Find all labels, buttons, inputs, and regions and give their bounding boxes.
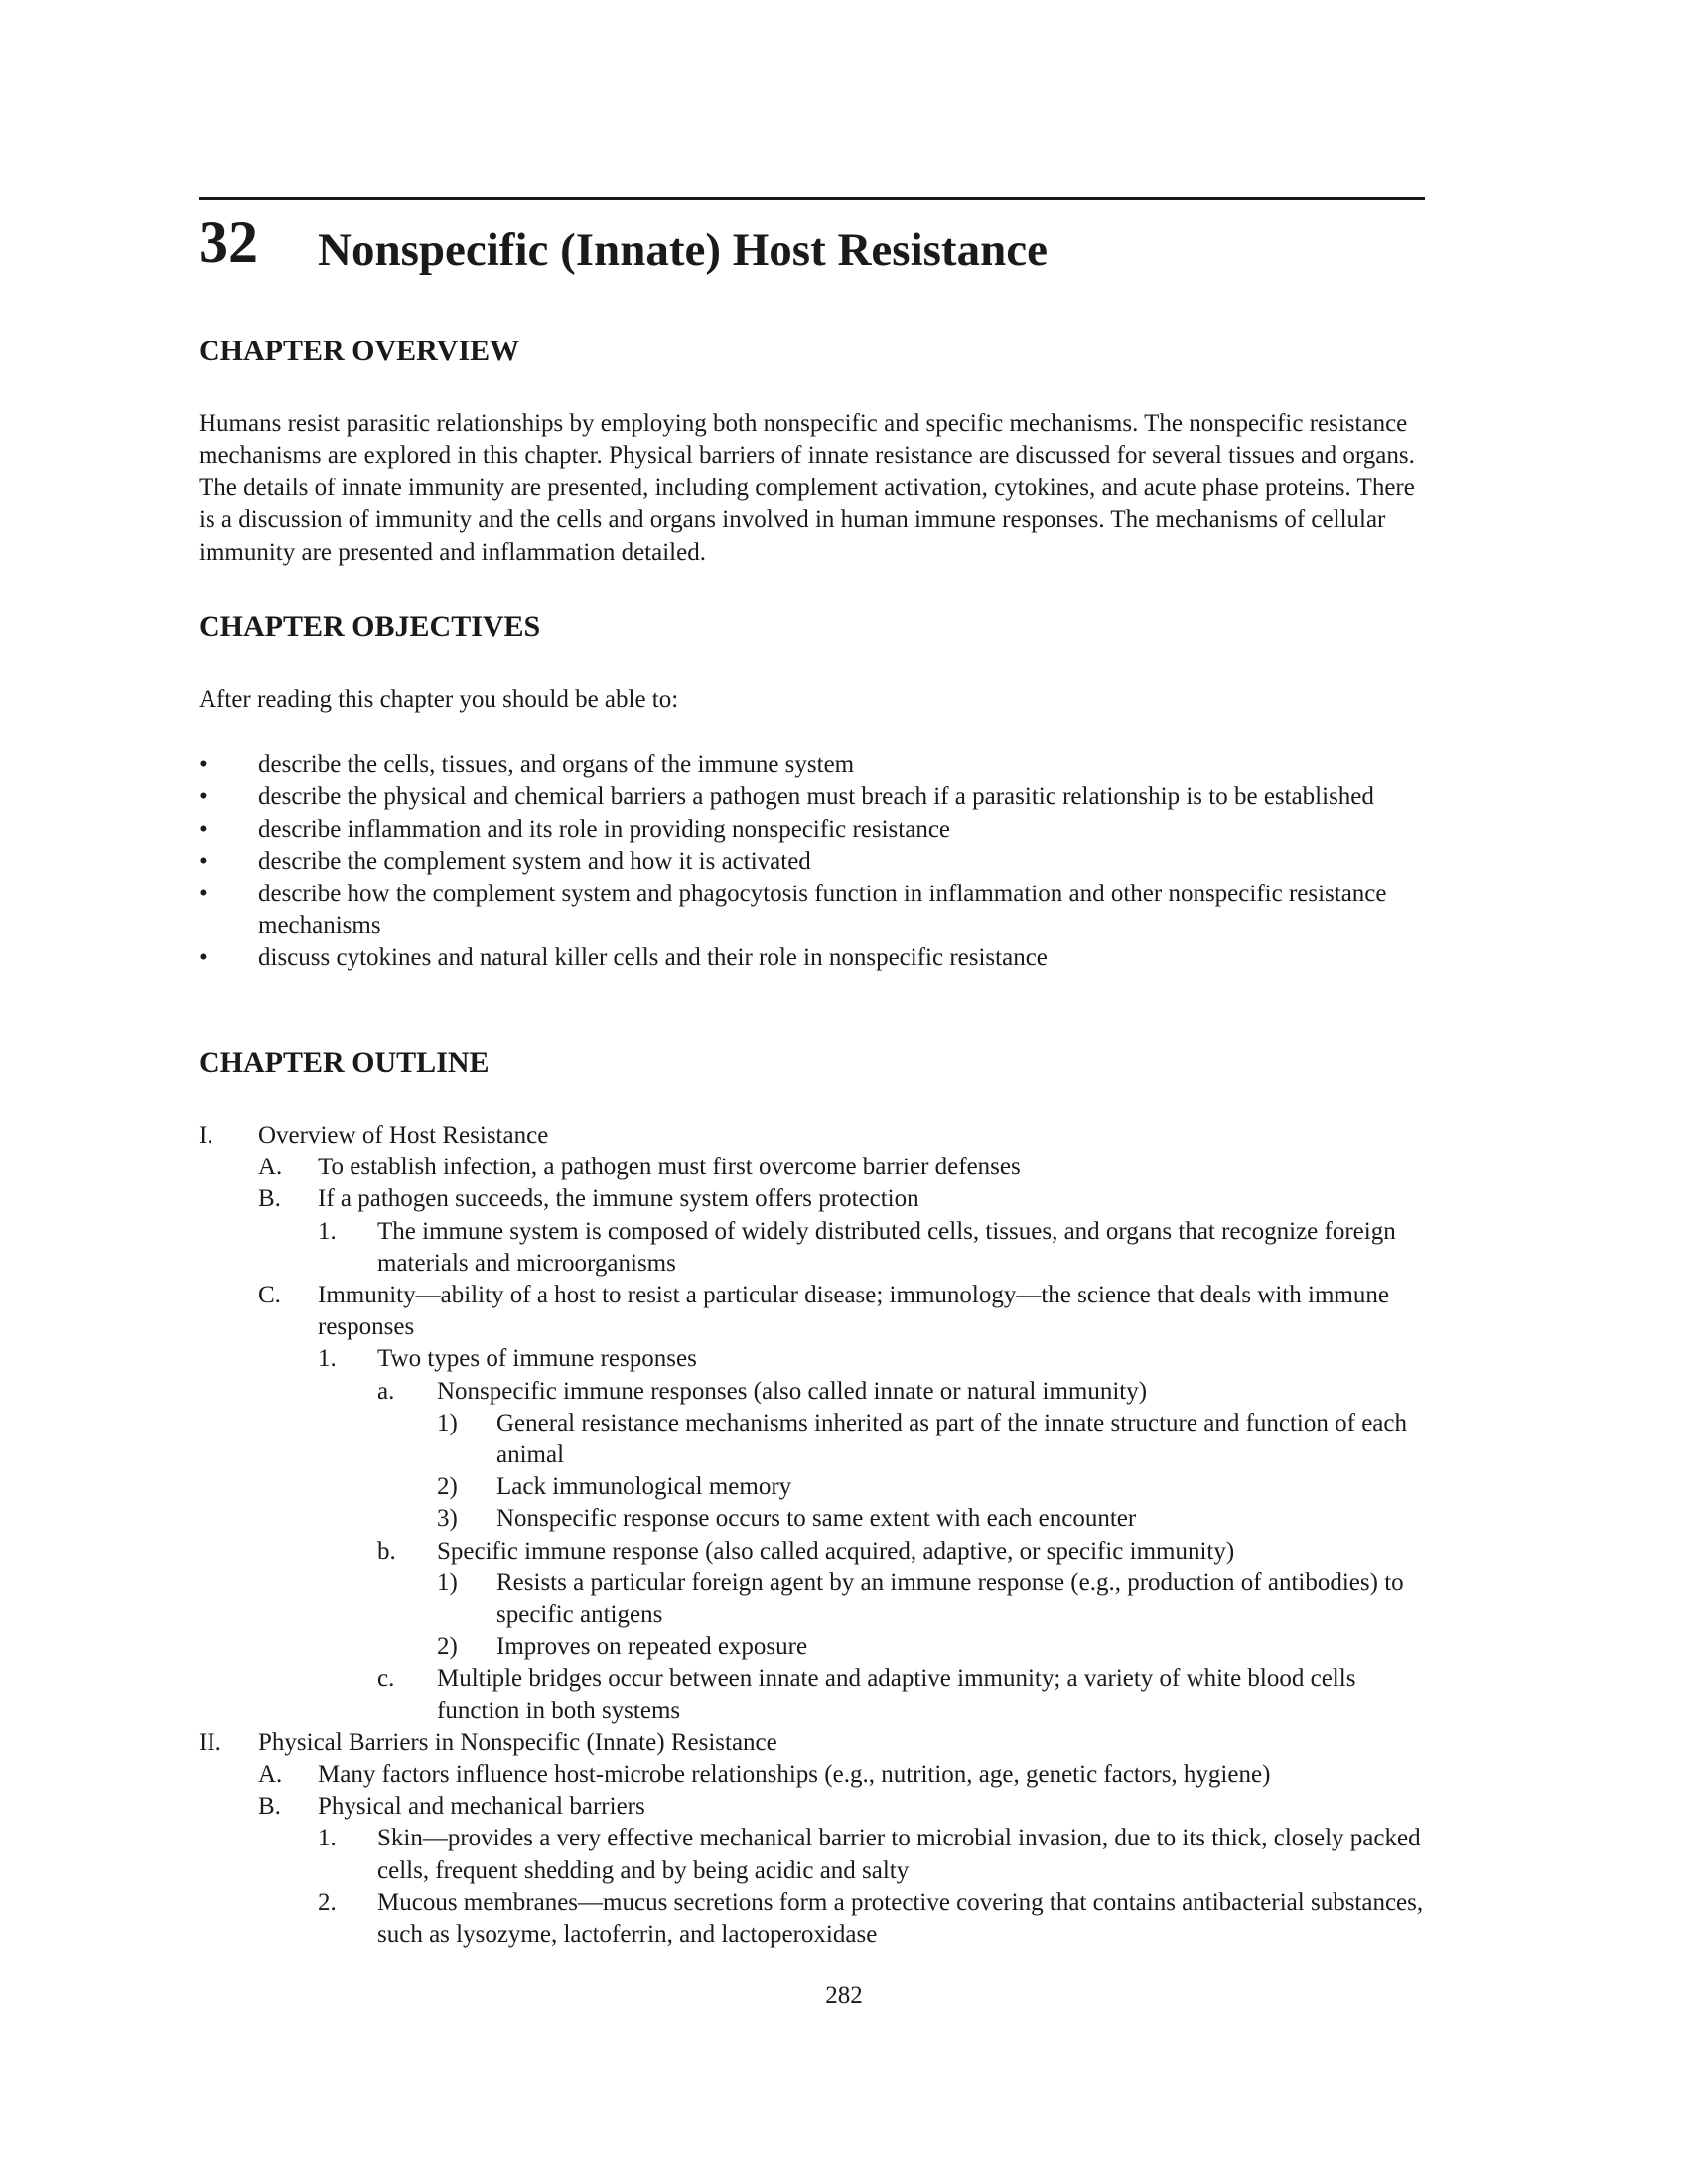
objective-text: describe the complement system and how it is activated xyxy=(258,848,811,876)
outline-item xyxy=(199,1343,1430,1375)
outline-text: Physical Barriers in Nonspecific (Innate) Resistance xyxy=(258,1728,777,1756)
outline-text: General resistance mechanisms inherited as part of the innate structure and function of each animal xyxy=(496,1409,1407,1469)
outline-item xyxy=(199,1183,1430,1215)
outline-text: Improves on repeated exposure xyxy=(496,1633,808,1661)
bullet-marker: • xyxy=(199,783,208,811)
outline-text: Nonspecific response occurs to same extent with each encounter xyxy=(496,1505,1137,1533)
outline-marker: 3) xyxy=(437,1505,458,1533)
objective-item xyxy=(199,846,1430,878)
outline-text: Nonspecific immune responses (also called innate or natural immunity) xyxy=(437,1377,1148,1405)
objective-text: discuss cytokines and natural killer cells and their role in nonspecific resistance xyxy=(258,944,1048,972)
objective-item xyxy=(199,879,1430,943)
outline-text: Skin—provides a very effective mechanical barrier to microbial invasion, due to its thick, closely packed cells, frequent shedding and by being acidic and salty xyxy=(377,1825,1421,1884)
outline-marker: a. xyxy=(377,1377,395,1405)
outline-marker: B. xyxy=(258,1793,281,1821)
outline-text: Mucous membranes—mucus secretions form a protective covering that contains antibacterial substances, such as lysozyme, lactoferrin, and lactoperoxidase xyxy=(377,1888,1424,1949)
chapter-number: 32 xyxy=(199,209,258,275)
outline-item xyxy=(199,1376,1430,1408)
bullet-marker: • xyxy=(199,815,208,843)
outline-marker: 1) xyxy=(437,1409,458,1436)
objective-text: describe how the complement system and phagocytosis function in inflammation and other nonspecific resistance mechanisms xyxy=(258,880,1387,940)
outline-marker: 2. xyxy=(318,1888,337,1916)
outline-item xyxy=(199,1471,1430,1503)
outline-text: Specific immune response (also called acquired, adaptive, or specific immunity) xyxy=(437,1537,1235,1565)
outline-marker: 1. xyxy=(318,1345,337,1373)
outline-marker: I. xyxy=(199,1122,213,1149)
outline-marker: c. xyxy=(377,1665,395,1693)
outline-marker: b. xyxy=(377,1537,396,1565)
overview-paragraph: Humans resist parasitic relationships by employing both nonspecific and specific mechanisms. The nonspecific resistance mechanisms are explored in this chapter. Physical barriers of innate resistance are discussed for several tissues and organs. The details of innate immunity are presented, including complement activation, cytokines, and acute phase proteins. There is a discussion of immunity and the cells and organs involved in human immune responses. The mechanisms of cellular immunity are presented and inflammation detailed. xyxy=(199,410,1415,566)
outline-text: If a pathogen succeeds, the immune system offers protection xyxy=(318,1185,919,1213)
objective-text: describe the cells, tissues, and organs of the immune system xyxy=(258,751,855,778)
objectives-heading: CHAPTER OBJECTIVES xyxy=(199,611,541,643)
outline-heading: CHAPTER OUTLINE xyxy=(199,1046,490,1079)
outline-marker: 2) xyxy=(437,1633,458,1661)
outline-item xyxy=(199,1727,1430,1759)
bullet-marker: • xyxy=(199,848,208,876)
outline-item xyxy=(199,1887,1430,1951)
outline-item xyxy=(199,1536,1430,1568)
objective-item xyxy=(199,814,1430,846)
objective-item xyxy=(199,942,1430,974)
outline-item xyxy=(199,1568,1430,1631)
outline-marker: A. xyxy=(258,1761,283,1789)
outline-text: Multiple bridges occur between innate and adaptive immunity; a variety of white blood cells function in both systems xyxy=(437,1665,1356,1724)
chapter-rule xyxy=(199,197,1425,200)
bullet-marker: • xyxy=(199,944,208,972)
outline-text: The immune system is composed of widely distributed cells, tissues, and organs that recognize foreign materials and microorganisms xyxy=(377,1217,1396,1277)
outline-item xyxy=(199,1791,1430,1823)
outline-text: Lack immunological memory xyxy=(496,1473,792,1501)
chapter-title: Nonspecific (Innate) Host Resistance xyxy=(318,224,1048,276)
outline-marker: C. xyxy=(258,1282,281,1309)
outline-text: Two types of immune responses xyxy=(377,1345,697,1373)
objective-item xyxy=(199,750,1430,781)
objective-text: describe inflammation and its role in providing nonspecific resistance xyxy=(258,815,951,843)
page-number: 282 xyxy=(825,1982,863,2009)
outline-text: Many factors influence host-microbe relationships (e.g., nutrition, age, genetic factors, hygiene) xyxy=(318,1761,1271,1789)
bullet-marker: • xyxy=(199,880,208,907)
objectives-intro: After reading this chapter you should be able to: xyxy=(199,686,679,713)
outline-marker: A. xyxy=(258,1154,283,1181)
outline-item xyxy=(199,1631,1430,1663)
outline-marker: 1. xyxy=(318,1217,337,1245)
outline-item xyxy=(199,1759,1430,1791)
outline-text: Physical and mechanical barriers xyxy=(318,1793,645,1821)
outline-item xyxy=(199,1408,1430,1471)
objective-item xyxy=(199,781,1430,813)
outline-text: Overview of Host Resistance xyxy=(258,1122,549,1149)
outline-text: Immunity—ability of a host to resist a particular disease; immunology—the science that deals with immune responses xyxy=(318,1282,1389,1341)
overview-heading: CHAPTER OVERVIEW xyxy=(199,335,520,367)
outline-item xyxy=(199,1280,1430,1343)
outline-item xyxy=(199,1503,1430,1535)
outline-marker: 1. xyxy=(318,1825,337,1852)
outline-item xyxy=(199,1216,1430,1280)
bullet-marker: • xyxy=(199,751,208,778)
outline-marker: 1) xyxy=(437,1569,458,1596)
outline-item xyxy=(199,1120,1430,1152)
outline-list xyxy=(199,1120,1430,1951)
outline-marker: 2) xyxy=(437,1473,458,1501)
outline-item xyxy=(199,1152,1430,1183)
outline-item xyxy=(199,1823,1430,1886)
outline-text: Resists a particular foreign agent by an immune response (e.g., production of antibodies) to specific antigens xyxy=(496,1569,1404,1629)
objectives-list xyxy=(199,750,1430,975)
outline-marker: II. xyxy=(199,1728,221,1756)
objective-text: describe the physical and chemical barriers a pathogen must breach if a parasitic relationship is to be established xyxy=(258,783,1374,811)
outline-marker: B. xyxy=(258,1185,281,1213)
outline-item xyxy=(199,1663,1430,1726)
outline-text: To establish infection, a pathogen must first overcome barrier defenses xyxy=(318,1154,1021,1181)
